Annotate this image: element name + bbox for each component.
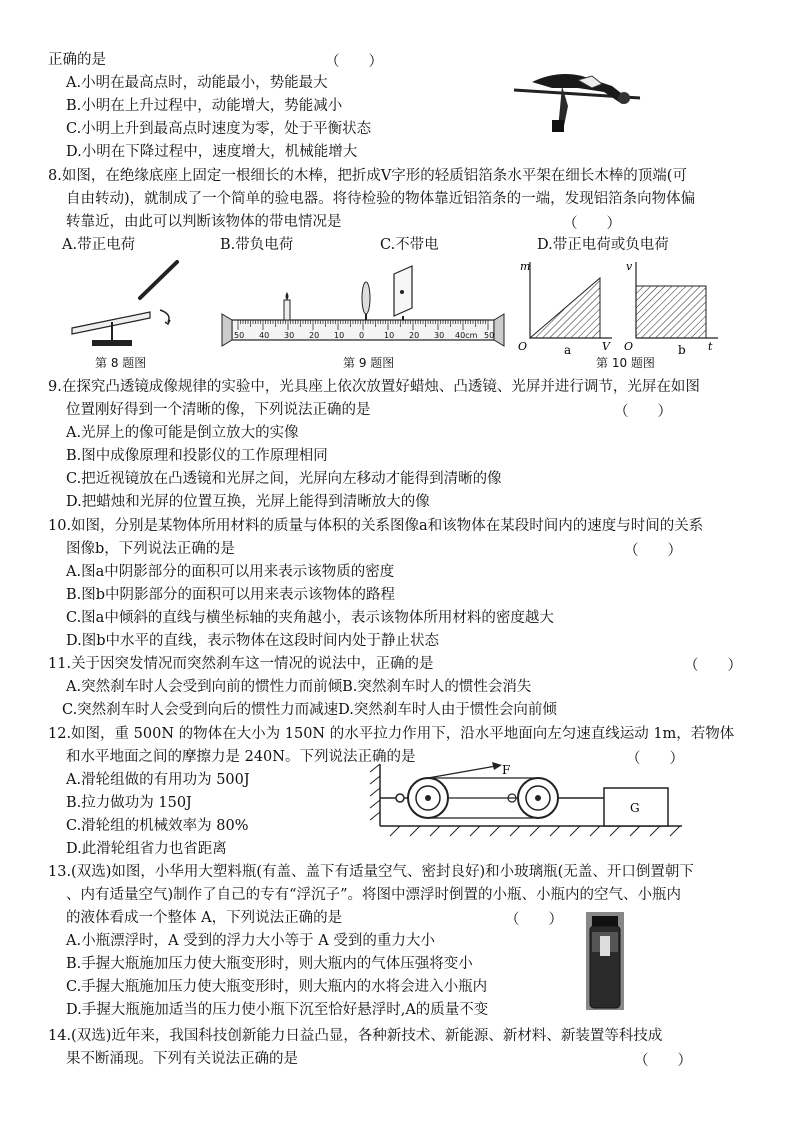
fig13-cartesian-diver-photo — [586, 912, 624, 1010]
bench-tick-label: 0 — [359, 331, 365, 340]
q8-option-a: A.带正电荷 — [62, 237, 136, 253]
q13-line-1: 13.(双选)如图，小华用大塑料瓶(有盖、盖下有适量空气、密封良好)和小玻璃瓶(无盖、开口倒置朝下 — [48, 864, 694, 880]
q9-line-1: 9.在探究凸透镜成像规律的实验中，光具座上依次放置好蜡烛、凸透镜、光屏并进行调节，光屏在如图 — [48, 379, 700, 395]
q11-stem: 11.关于因突发情况而突然刹车这一情况的说法中，正确的是 — [48, 656, 434, 672]
bench-tick-label: 40 — [259, 331, 270, 340]
q8-answer-paren: （ ） — [563, 216, 621, 232]
fig10a-origin: O — [518, 340, 528, 353]
fig10-caption: 第 10 题图 — [596, 356, 655, 370]
fig10a-mass-volume-graph — [516, 258, 616, 357]
high-jump-photo — [512, 62, 642, 142]
bench-tick-label: 10 — [384, 331, 395, 340]
q13-option-a: A.小瓶漂浮时，A 受到的浮力大小等于 A 受到的重力大小 — [66, 933, 435, 949]
q8-line-2: 自由转动)，就制成了一个简单的验电器。将待检验的物体靠近铝箔条的一端，发现铝箔条向物体偏 — [66, 191, 696, 207]
q7-option-c: C.小明上升到最高点时速度为零，处于平衡状态 — [66, 121, 372, 137]
q12-option-b: B.拉力做功为 150J — [66, 795, 192, 811]
q8-line-3: 转靠近，由此可以判断该物体的带电情况是 — [66, 214, 342, 230]
fig12-force-label: F — [502, 763, 511, 777]
fig8-caption: 第 8 题图 — [95, 356, 147, 370]
bench-tick-label: 30 — [284, 331, 295, 340]
bench-tick-label: 40cm — [455, 331, 478, 340]
q13-option-b: B.手握大瓶施加压力使大瓶变形时，则大瓶内的气体压强将变小 — [66, 956, 473, 972]
q14-line-1: 14.(双选)近年来，我国科技创新能力日益凸显，各种新技术、新能源、新材料、新装置等科技成 — [48, 1028, 663, 1044]
q12-option-c: C.滑轮组的机械效率为 80% — [66, 818, 249, 834]
bench-tick-label: 20 — [409, 331, 420, 340]
fig10b-name: b — [678, 343, 686, 357]
fig10b-y-label: v — [626, 260, 633, 273]
q12-line-2: 和水平地面之间的摩擦力是 240N。下列说法正确的是 — [66, 749, 416, 765]
q9-option-b: B.图中成像原理和投影仪的工作原理相同 — [66, 448, 328, 464]
q12-answer-paren: （ ） — [626, 751, 684, 767]
q9-option-a: A.光屏上的像可能是倒立放大的实像 — [66, 425, 299, 441]
q10-answer-paren: （ ） — [624, 543, 682, 559]
q7-stem: 正确的是 — [48, 52, 106, 68]
q13-option-c: C.手握大瓶施加压力使大瓶变形时，则大瓶内的水将会进入小瓶内 — [66, 979, 488, 995]
q7-answer-paren: （ ） — [325, 54, 383, 70]
bench-tick-label: 50 — [484, 331, 495, 340]
q13-line-2: 、内有适量空气)制作了自己的专有“浮沉子”。将图中漂浮时倒置的小瓶、小瓶内的空气、小瓶内 — [66, 887, 681, 903]
q7-option-b: B.小明在上升过程中，动能增大，势能减小 — [66, 98, 343, 114]
q12-line-1: 12.如图，重 500N 的物体在大小为 150N 的水平拉力作用下，沿水平地面向左匀速直线运动 1m，若物体 — [48, 726, 735, 742]
q8-option-b: B.带负电荷 — [220, 237, 294, 253]
q9-option-d: D.把蜡烛和光屏的位置互换，光屏上能得到清晰放大的像 — [66, 494, 430, 510]
q13-option-d: D.手握大瓶施加适当的压力使小瓶下沉至恰好悬浮时,A的质量不变 — [66, 1002, 489, 1018]
fig10b-origin: O — [624, 340, 634, 353]
fig10b-velocity-time-graph — [622, 258, 722, 357]
q14-answer-paren: （ ） — [634, 1053, 692, 1069]
q9-line-2: 位置刚好得到一个清晰的像，下列说法正确的是 — [66, 402, 371, 418]
bench-tick-label: 50 — [234, 331, 245, 340]
q11-options-cd: C.突然刹车时人会受到向后的惯性力而减速D.突然刹车时人由于惯性会向前倾 — [62, 702, 557, 718]
q8-option-c: C.不带电 — [380, 237, 439, 253]
q10-option-d: D.图b中水平的直线，表示物体在这段时间内处于静止状态 — [66, 633, 439, 649]
q9-answer-paren: （ ） — [614, 404, 672, 420]
q8-line-1: 8.如图，在绝缘底座上固定一根细长的木棒，把折成V字形的轻质铝箔条水平架在细长木棒的顶端(可 — [48, 168, 687, 184]
q9-option-c: C.把近视镜放在凸透镜和光屏之间，光屏向左移动才能得到清晰的像 — [66, 471, 502, 487]
fig10a-x-label: V — [602, 340, 610, 353]
q8-option-d: D.带正电荷或负电荷 — [537, 237, 669, 253]
q10-line-1: 10.如图，分别是某物体所用材料的质量与体积的关系图像a和该物体在某段时间内的速度与时间的关系 — [48, 518, 704, 534]
q11-options-ab: A.突然刹车时人会受到向前的惯性力而前倾B.突然刹车时人的惯性会消失 — [66, 679, 532, 695]
q13-answer-paren: （ ） — [505, 912, 563, 928]
fig12-block-label: G — [630, 801, 640, 815]
fig8-electroscope — [62, 258, 192, 350]
q7-option-d: D.小明在下降过程中，速度增大，机械能增大 — [66, 144, 358, 160]
q11-answer-paren: （ ） — [684, 658, 742, 674]
q10-option-b: B.图b中阴影部分的面积可以用来表示该物体的路程 — [66, 587, 396, 603]
fig12-pulley-system — [366, 762, 682, 842]
fig9-optical-bench — [222, 262, 504, 352]
fig10a-y-label: m — [520, 260, 531, 273]
fig10b-x-label: t — [708, 340, 713, 353]
bench-tick-label: 10 — [334, 331, 345, 340]
q10-option-c: C.图a中倾斜的直线与横坐标轴的夹角越小，表示该物体所用材料的密度越大 — [66, 610, 554, 626]
q12-option-d: D.此滑轮组省力也省距离 — [66, 841, 227, 857]
q7-option-a: A.小明在最高点时，动能最小，势能最大 — [66, 75, 328, 91]
fig9-caption: 第 9 题图 — [343, 356, 395, 370]
q10-option-a: A.图a中阴影部分的面积可以用来表示该物质的密度 — [66, 564, 395, 580]
fig10a-name: a — [564, 343, 572, 357]
q13-line-3: 的液体看成一个整体 A，下列说法正确的是 — [66, 910, 343, 926]
q12-option-a: A.滑轮组做的有用功为 500J — [66, 772, 250, 788]
bench-tick-label: 20 — [309, 331, 320, 340]
q10-line-2: 图像b，下列说法正确的是 — [66, 541, 235, 557]
q14-line-2: 果不断涌现。下列有关说法正确的是 — [66, 1051, 298, 1067]
bench-tick-label: 30 — [434, 331, 445, 340]
